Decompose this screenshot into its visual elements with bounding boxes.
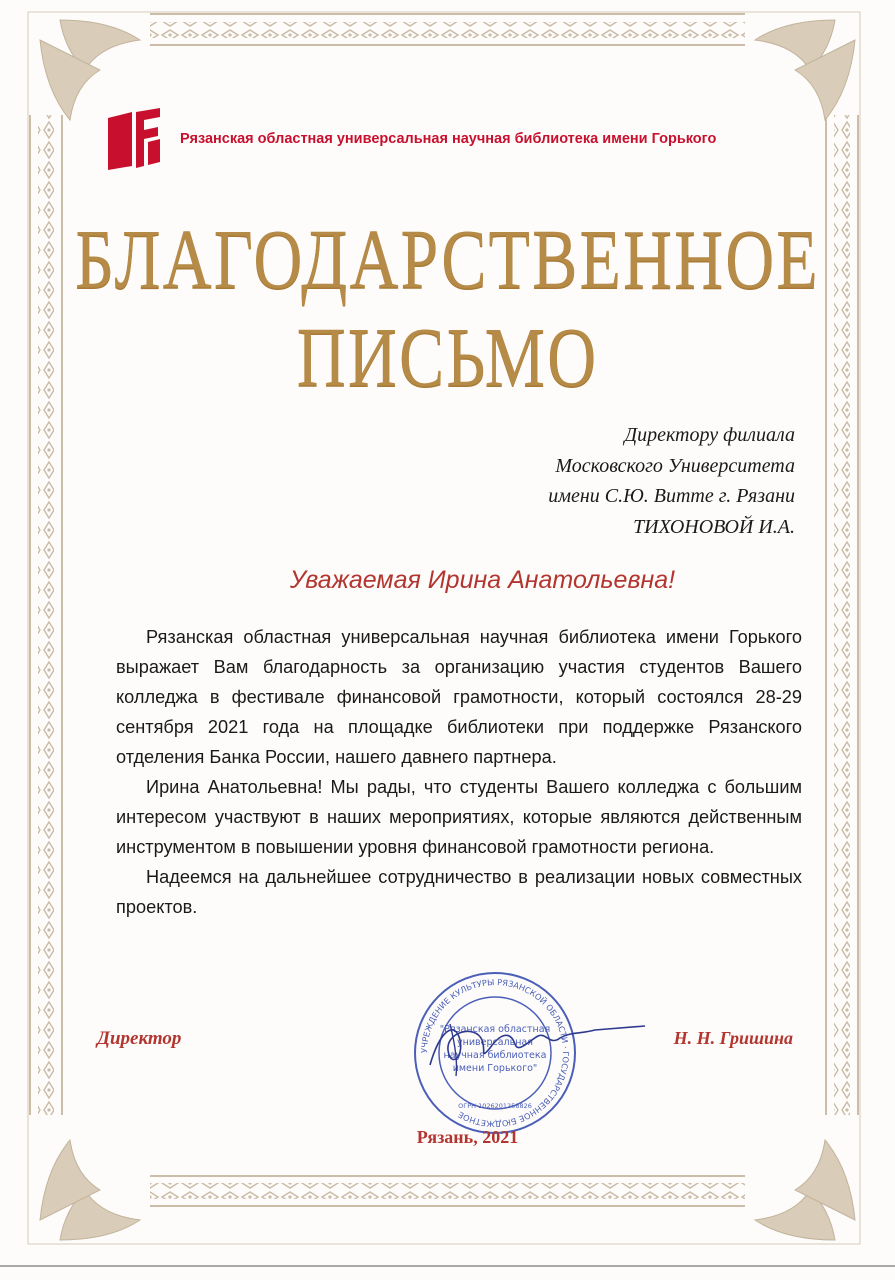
- city-year: Рязань, 2021: [416, 1127, 519, 1147]
- stamp-center-line: имени Горького": [452, 1063, 538, 1074]
- addressee-line: ТИХОНОВОЙ И.А.: [633, 515, 795, 538]
- signatory-name: Н. Н. Гришина: [673, 1028, 793, 1048]
- addressee-line: Директору филиала: [624, 424, 795, 446]
- body-paragraph: Рязанская областная универсальная научная библиотека имени Горького выражает Вам благодарность за организацию участия студентов Вашего колледжа в фестивале финансовой грамотности, который состоялся 28-29 сентября 2021 года на площадке библиотеки при поддержке Рязанского отделения Банка России, нашего давнего партнера.: [116, 627, 802, 767]
- body-paragraph: Надеемся на дальнейшее сотрудничество в реализации новых совместных проектов.: [116, 867, 802, 917]
- stamp-center-line: научная библиотека: [443, 1050, 547, 1061]
- title-line-1: БЛАГОДАРСТВЕННОЕ: [75, 211, 820, 307]
- letter-body: [116, 622, 802, 922]
- stamp-center-line: "Рязанская областная: [439, 1024, 551, 1035]
- addressee-block: [395, 420, 795, 542]
- greeting: Уважаемая Ирина Анатольевна!: [289, 566, 676, 594]
- signatory-role: Директор: [97, 1028, 182, 1049]
- body-paragraph: Ирина Анатольевна! Мы рады, что студенты Вашего колледжа с большим интересом участвуют в наших мероприятиях, которые являются действенным инструментом в повышении уровня финансовой грамотности региона.: [116, 777, 802, 857]
- organization-name: Рязанская областная универсальная научная библиотека имени Горького: [180, 131, 717, 147]
- header: [106, 108, 806, 170]
- title-line-2: ПИСЬМО: [296, 309, 599, 405]
- stamp-ring-text: УЧРЕЖДЕНИЕ КУЛЬТУРЫ РЯЗАНСКОЙ ОБЛАСТИ · ГОСУДАРСТВЕННОЕ БЮДЖЕТНОЕ: [418, 976, 572, 1130]
- handwritten-signature: [420, 1010, 650, 1080]
- addressee-line: Московского Университета: [555, 454, 795, 477]
- addressee-line: имени С.Ю. Витте г. Рязани: [548, 485, 795, 507]
- stamp-center-line: универсальная: [457, 1037, 533, 1048]
- library-logo-icon: [106, 108, 162, 170]
- stamp-ogrn: ОГРН 1026201258826: [458, 1102, 532, 1110]
